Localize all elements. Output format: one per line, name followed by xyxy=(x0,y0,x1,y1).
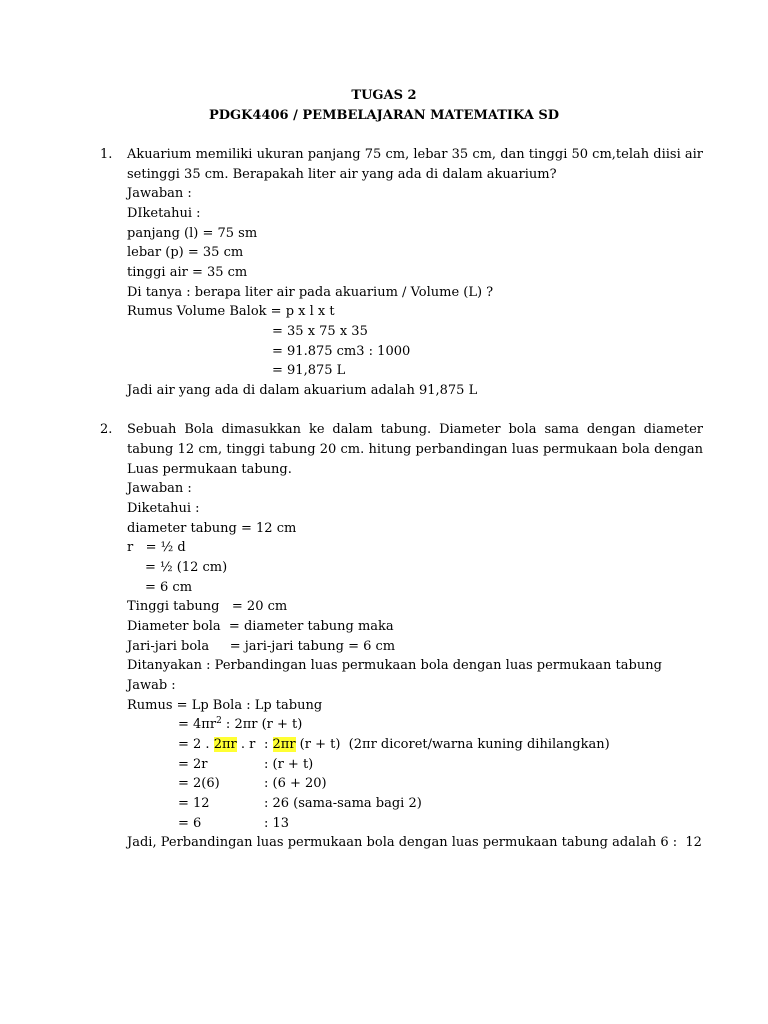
q2-step1 xyxy=(178,717,302,732)
q2-step6-left: = 6 xyxy=(178,816,202,831)
q2-step3-left: = 2r xyxy=(178,757,208,772)
q2-diameter-bola: Diameter bola = diameter tabung maka xyxy=(127,619,394,634)
q2-step2-right xyxy=(264,737,610,752)
q1-lebar: lebar (p) = 35 cm xyxy=(127,245,244,260)
q2-step2-left xyxy=(178,737,255,752)
q1-text-line2: setinggi 35 cm. Berapakah liter air yang ada di dalam akuarium? xyxy=(127,167,557,182)
q1-jawaban: Jawaban : xyxy=(127,186,192,201)
q2-text-line1: Sebuah Bola dimasukkan ke dalam tabung. Diameter bola sama dengan diameter xyxy=(127,422,703,437)
q2-step1-exponent: 2 xyxy=(216,716,222,726)
q2-rumus: Rumus = Lp Bola : Lp tabung xyxy=(127,698,323,713)
q2-r-line2: = ½ (12 cm) xyxy=(145,560,228,575)
q2-tinggi: Tinggi tabung = 20 cm xyxy=(127,599,288,614)
q1-step3: = 91,875 L xyxy=(272,363,346,378)
doc-title: TUGAS 2 xyxy=(351,88,417,103)
q2-r-line1: r = ½ d xyxy=(127,540,186,555)
doc-subtitle: PDGK4406 / PEMBELAJARAN MATEMATIKA SD xyxy=(208,108,560,123)
q1-diketahui: DIketahui : xyxy=(127,206,201,221)
q2-step1-rest: : 2πr (r + t) xyxy=(221,717,303,732)
q2-r-line3: = 6 cm xyxy=(145,580,193,595)
q2-step2-right-highlight: 2πr xyxy=(272,737,296,752)
q2-conclusion: Jadi, Perbandingan luas permukaan bola dengan luas permukaan tabung adalah 6 : 12 xyxy=(127,835,702,850)
q1-tinggi: tinggi air = 35 cm xyxy=(127,265,248,280)
q2-diketahui: Diketahui : xyxy=(127,501,200,516)
q2-text-line3: Luas permukaan tabung. xyxy=(127,462,292,477)
q2-jawaban: Jawaban : xyxy=(127,481,192,496)
q1-conclusion: Jadi air yang ada di dalam akuarium adalah 91,875 L xyxy=(127,383,478,398)
q2-number: 2. xyxy=(100,422,113,437)
q2-step4-right: : (6 + 20) xyxy=(264,776,327,791)
q2-jari-jari: Jari-jari bola = jari-jari tabung = 6 cm xyxy=(127,639,396,654)
q2-step3-right: : (r + t) xyxy=(264,757,314,772)
q1-step1: = 35 x 75 x 35 xyxy=(272,324,368,339)
q2-step2-right-pre: : xyxy=(264,737,273,752)
q2-step2-left-pre: = 2 . xyxy=(178,737,214,752)
q2-text-line2: tabung 12 cm, tinggi tabung 20 cm. hitung perbandingan luas permukaan bola dengan xyxy=(127,442,703,457)
q2-step5-left: = 12 xyxy=(178,796,210,811)
q1-rumus: Rumus Volume Balok = p x l x t xyxy=(127,304,335,319)
q2-step1-main: = 4πr xyxy=(178,717,217,732)
q1-text-line1: Akuarium memiliki ukuran panjang 75 cm, lebar 35 cm, dan tinggi 50 cm,telah diisi air xyxy=(127,147,703,162)
q2-step2-right-post: (r + t) (2πr dicoret/warna kuning dihilangkan) xyxy=(295,737,610,752)
q2-jawab: Jawab : xyxy=(127,678,176,693)
q2-step6-right: : 13 xyxy=(264,816,290,831)
q1-step2: = 91.875 cm3 : 1000 xyxy=(272,344,411,359)
q1-panjang: panjang (l) = 75 sm xyxy=(127,226,258,241)
q2-step2-left-highlight: 2πr xyxy=(213,737,237,752)
q1-number: 1. xyxy=(100,147,113,162)
q2-diameter: diameter tabung = 12 cm xyxy=(127,521,297,536)
q2-step2-left-post: . r xyxy=(236,737,256,752)
q1-ditanya: Di tanya : berapa liter air pada akuarium / Volume (L) ? xyxy=(127,285,494,300)
q2-step5-right: : 26 (sama-sama bagi 2) xyxy=(264,796,422,811)
q2-step4-left: = 2(6) xyxy=(178,776,220,791)
q2-ditanyakan: Ditanyakan : Perbandingan luas permukaan bola dengan luas permukaan tabung xyxy=(127,658,662,673)
